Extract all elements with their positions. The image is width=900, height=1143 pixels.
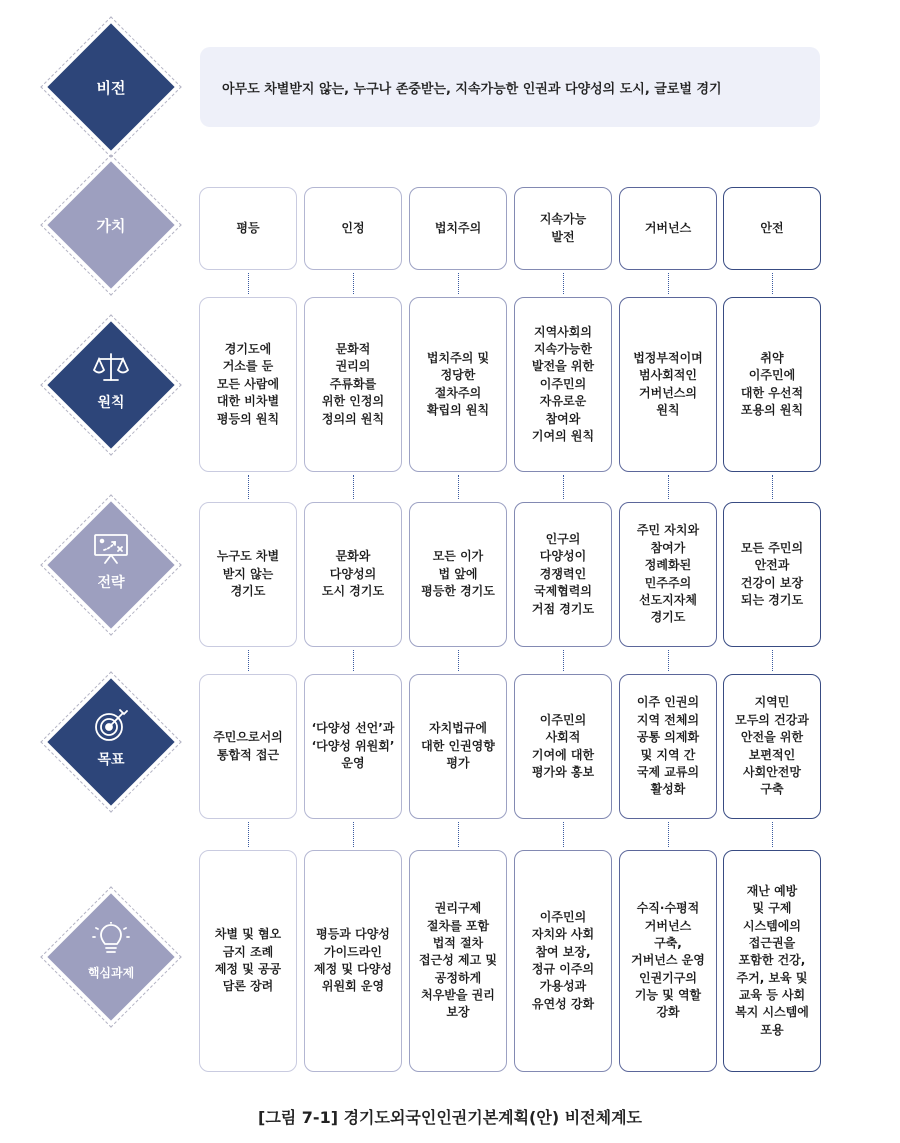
vision-statement-box — [200, 47, 820, 127]
column-connector — [353, 650, 354, 671]
column-connector — [458, 650, 459, 671]
row-marker-label: 가치 — [96, 217, 126, 235]
value-cell-6: 안전 — [723, 187, 821, 270]
column-connector — [248, 273, 249, 294]
value-cell-1: 평등 — [199, 187, 297, 270]
goal-cell-3: 자치법규에 대한 인권영향 평가 — [409, 674, 507, 819]
row-marker-goal — [48, 679, 174, 805]
column-connector — [772, 822, 773, 847]
lightbulb-icon — [91, 922, 131, 958]
goal-cell-1: 주민으로서의 통합적 접근 — [199, 674, 297, 819]
strategy-cell-4: 인구의 다양성이 경쟁력인 국제협력의 거점 경기도 — [514, 502, 612, 647]
row-marker-label: 비전 — [96, 79, 126, 97]
row-marker-principle — [48, 322, 174, 448]
goal-cell-5: 이주 인권의 지역 전체의 공통 의제화 및 지역 간 국제 교류의 활성화 — [619, 674, 717, 819]
column-connector — [563, 650, 564, 671]
strategy-cell-6: 모든 주민의 안전과 건강이 보장 되는 경기도 — [723, 502, 821, 647]
principle-cell-4: 지역사회의 지속가능한 발전을 위한 이주민의 자유로운 참여와 기여의 원칙 — [514, 297, 612, 472]
task-cell-1: 차별 및 혐오 금지 조례 제정 및 공공 담론 장려 — [199, 850, 297, 1072]
row-marker-label: 전략 — [97, 575, 125, 591]
column-connector — [668, 822, 669, 847]
vision-statement: 아무도 차별받지 않는, 누구나 존중받는, 지속가능한 인권과 다양성의 도시, 글로벌 경기 — [222, 81, 722, 97]
value-cell-5: 거버넌스 — [619, 187, 717, 270]
column-connector — [458, 822, 459, 847]
value-cell-2: 인정 — [304, 187, 402, 270]
task-cell-2: 평등과 다양성 가이드라인 제정 및 다양성 위원회 운영 — [304, 850, 402, 1072]
column-connector — [563, 273, 564, 294]
strategy-cell-2: 문화와 다양성의 도시 경기도 — [304, 502, 402, 647]
row-marker-label: 원칙 — [97, 395, 125, 411]
column-connector — [248, 650, 249, 671]
column-connector — [772, 475, 773, 499]
strategy-cell-3: 모든 이가 법 앞에 평등한 경기도 — [409, 502, 507, 647]
row-marker-task — [48, 894, 174, 1020]
column-connector — [668, 650, 669, 671]
task-cell-4: 이주민의 자치와 사회 참여 보장, 정규 이주의 가용성과 유연성 강화 — [514, 850, 612, 1072]
column-connector — [563, 822, 564, 847]
target-icon — [91, 707, 131, 743]
column-connector — [248, 822, 249, 847]
scales-icon — [91, 350, 131, 386]
row-marker-label: 목표 — [97, 752, 125, 768]
figure-caption: [그림 7-1] 경기도외국인인권기본계획(안) 비전체계도 — [258, 1108, 642, 1127]
principle-cell-2: 문화적 권리의 주류화를 위한 인정의 정의의 원칙 — [304, 297, 402, 472]
column-connector — [353, 273, 354, 294]
strategy-cell-1: 누구도 차별 받지 않는 경기도 — [199, 502, 297, 647]
principle-cell-6: 취약 이주민에 대한 우선적 포용의 원칙 — [723, 297, 821, 472]
value-cell-4: 지속가능 발전 — [514, 187, 612, 270]
value-cell-3: 법치주의 — [409, 187, 507, 270]
column-connector — [248, 475, 249, 499]
column-connector — [772, 273, 773, 294]
column-connector — [563, 475, 564, 499]
task-cell-6: 재난 예방 및 구제 시스템에의 접근권을 포함한 건강, 주거, 보육 및 교육 등 사회 복지 시스템에 포용 — [723, 850, 821, 1072]
row-marker-label: 핵심과제 — [87, 966, 135, 980]
presentation-board-icon — [91, 530, 131, 566]
task-cell-5: 수직·수평적 거버넌스 구축, 거버넌스 운영 인권기구의 기능 및 역할 강화 — [619, 850, 717, 1072]
goal-cell-6: 지역민 모두의 건강과 안전을 위한 보편적인 사회안전망 구축 — [723, 674, 821, 819]
row-marker-value — [48, 162, 174, 288]
row-marker-strategy — [48, 502, 174, 628]
column-connector — [668, 273, 669, 294]
row-marker-vision — [48, 24, 174, 150]
column-connector — [353, 475, 354, 499]
strategy-cell-5: 주민 자치와 참여가 정례화된 민주주의 선도지자체 경기도 — [619, 502, 717, 647]
goal-cell-4: 이주민의 사회적 기여에 대한 평가와 홍보 — [514, 674, 612, 819]
column-connector — [458, 475, 459, 499]
column-connector — [458, 273, 459, 294]
goal-cell-2: ‘다양성 선언’과 ‘다양성 위원회’ 운영 — [304, 674, 402, 819]
column-connector — [668, 475, 669, 499]
principle-cell-1: 경기도에 거소를 둔 모든 사람에 대한 비차별 평등의 원칙 — [199, 297, 297, 472]
task-cell-3: 권리구제 절차를 포함 법적 절차 접근성 제고 및 공정하게 처우받을 권리 보장 — [409, 850, 507, 1072]
column-connector — [353, 822, 354, 847]
principle-cell-3: 법치주의 및 정당한 절차주의 확립의 원칙 — [409, 297, 507, 472]
principle-cell-5: 법정부적이며 범사회적인 거버넌스의 원칙 — [619, 297, 717, 472]
column-connector — [772, 650, 773, 671]
